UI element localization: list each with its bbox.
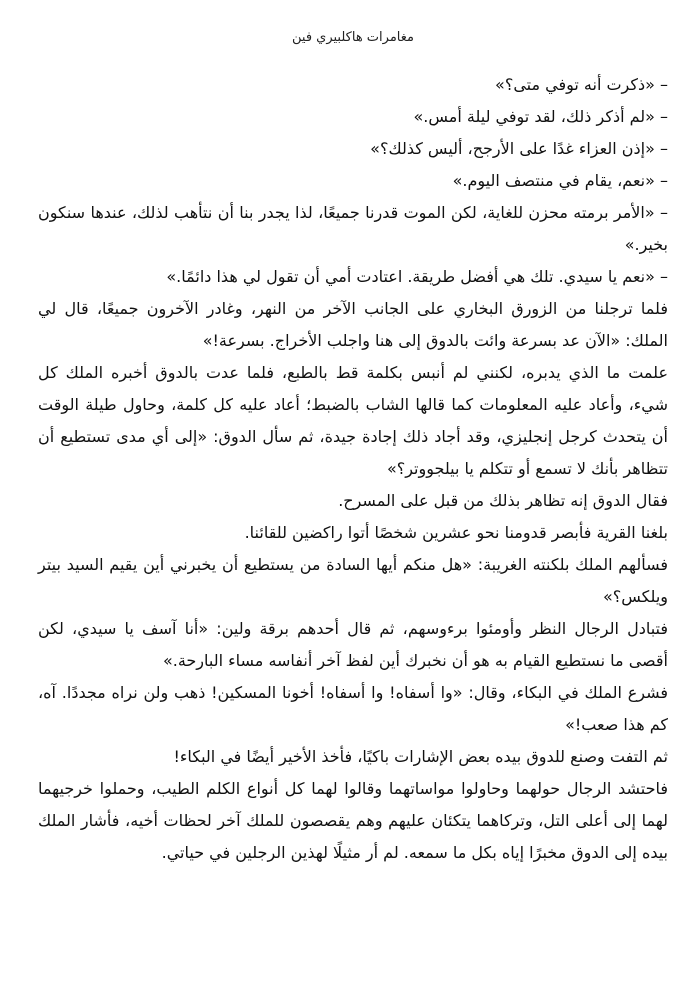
- paragraph: فلما ترجلنا من الزورق البخاري على الجانب الآخر من النهر، وغادر الآخرون جميعًا، قال لي الملك: «الآن عد بسرعة وائت بالدوق إلى هنا واجلب الأخراج. بسرعة!»: [38, 299, 668, 350]
- paragraph: علمت ما الذي يدبره، لكنني لم أنبس بكلمة قط بالطبع، فلما عدت بالدوق أخبره الملك كل شيء، وأعاد عليه المعلومات كما قالها الشاب بالضبط؛ أعاد عليه كل كلمة، وحاول طيلة الوقت أن يتحدث كرجل إنجليزي، وقد أجاد ذلك إجادة جيدة، ثم سأل الدوق: «إلى أي مدى تستطيع أن تتظاهر بأنك لا تسمع أو تتكلم يا بيلجووتر؟»: [38, 363, 668, 478]
- paragraph: فتبادل الرجال النظر وأومئوا برءوسهم، ثم قال أحدهم برقة ولين: «أنا آسف يا سيدي، لكن أقصى ما نستطيع القيام به هو أن نخبرك أين لفظ آخر أنفاسه مساء البارحة.»: [38, 619, 668, 670]
- paragraph: – «لم أذكر ذلك، لقد توفي ليلة أمس.»: [413, 107, 668, 126]
- paragraph: فاحتشد الرجال حولهما وحاولوا مواساتهما وقالوا لهما كل أنواع الكلم الطيب، وحملوا خرجيهما لهما إلى أعلى التل، وتركاهما يتكئان عليهم وهم يقصصون للملك آخر لحظات أخيه، فأشار الملك بيده إلى الدوق مخبرًا إياه بكل ما سمعه. لم أر مثيلًا لهذين الرجلين في حياتي.: [38, 779, 668, 862]
- paragraph: ثم التفت وصنع للدوق بيده بعض الإشارات باكيًا، فأخذ الأخير أيضًا في البكاء!: [173, 747, 668, 766]
- paragraph: – «إذن العزاء غدًا على الأرجح، أليس كذلك؟»: [370, 139, 668, 158]
- paragraph: فسألهم الملك بلكنته الغريبة: «هل منكم أيها السادة من يستطيع أن يخبرني أين يقيم السيد بيتر ويلكس؟»: [38, 555, 668, 606]
- paragraph: بلغنا القرية فأبصر قدومنا نحو عشرين شخصًا أتوا راكضين للقائنا.: [244, 523, 668, 542]
- paragraph: فقال الدوق إنه تظاهر بذلك من قبل على المسرح.: [338, 491, 668, 510]
- body-text: [38, 69, 668, 869]
- running-header-title: مغامرات هاكلبيري فين: [292, 30, 414, 45]
- paragraph: – «الأمر برمته محزن للغاية، لكن الموت قدرنا جميعًا، لذا يجدر بنا أن نتأهب لذلك، عندها سنكون بخير.»: [38, 203, 668, 254]
- paragraph: – «نعم، يقام في منتصف اليوم.»: [452, 171, 668, 190]
- book-page: [38, 30, 668, 970]
- paragraph: – «ذكرت أنه توفي متى؟»: [495, 75, 668, 94]
- paragraph: فشرع الملك في البكاء، وقال: «وا أسفاه! وا أسفاه! أخونا المسكين! ذهب ولن نراه مجددًا. آه، كم هذا صعب!»: [38, 683, 668, 734]
- paragraph: – «نعم يا سيدي. تلك هي أفضل طريقة. اعتادت أمي أن تقول لي هذا دائمًا.»: [166, 267, 668, 286]
